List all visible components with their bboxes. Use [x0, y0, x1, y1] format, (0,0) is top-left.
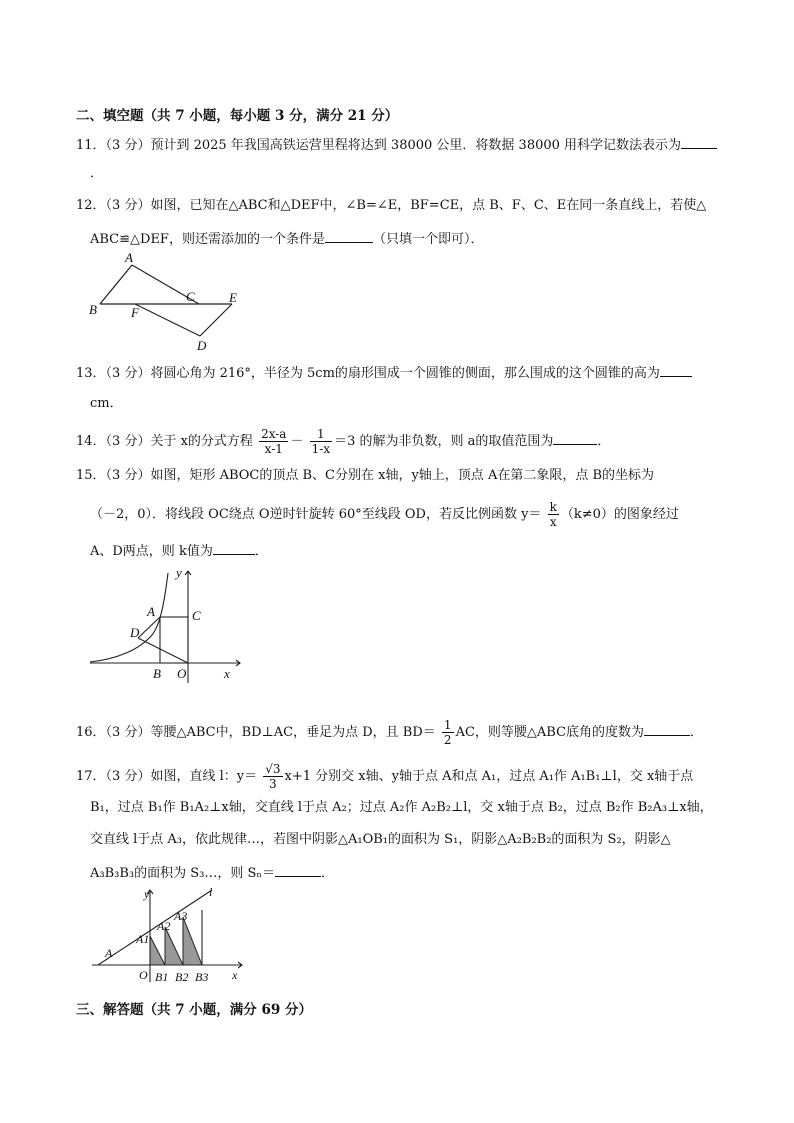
question-11: 11．（3 分）预计到 2025 年我国高铁运营里程将达到 38000 公里．将数据 38000 用科学记数法表示为 [76, 134, 734, 156]
question-16: 16．（3 分）等腰△ABC中，BD⊥AC，垂足为点 D，且 BD＝ $\frac{1}{2}$ AC，则等腰△ABC底角的度数为 ． [76, 718, 704, 747]
answer-blank-11[interactable] [681, 134, 717, 149]
label-f: F [131, 305, 139, 320]
question-12-line2: ABC≌△DEF，则还需添加的一个条件是 （只填一个即可）． [90, 228, 734, 250]
label-a: A [147, 604, 155, 619]
fraction-sqrt3-3: $\frac{√3}{3}$ [265, 762, 281, 791]
label-b: B [153, 666, 161, 681]
label-y: y [176, 565, 182, 580]
label-y: y [144, 887, 150, 901]
answer-blank-15[interactable] [213, 540, 255, 555]
question-17-line4: A₃B₃B₃的面积为 S₃…，则 Sₙ＝ ． [90, 862, 734, 884]
figure-q12 [86, 250, 246, 354]
fraction-kx: $\frac{k}{x}$ [549, 500, 557, 529]
label-b1: B1 [155, 970, 169, 984]
question-17-line2: B₁，过点 B₁作 B₁A₂⊥x轴，交直线 l于点 A₂；过点 A₂作 A₂B₂⊥l，交 x轴于点 B₂，过点 B₂作 B₂A₃⊥x轴， [90, 800, 713, 815]
question-11-end: ． [90, 166, 104, 181]
section-3-heading: 三、解答题（共 7 小题，满分 69 分） [76, 1002, 312, 1018]
answer-blank-12[interactable] [325, 228, 373, 243]
label-d: D [130, 625, 140, 640]
label-e: E [229, 290, 237, 305]
question-13: 13．（3 分）将圆心角为 216°，半径为 5cm的扇形围成一个圆锥的侧面，那么围成的这个圆锥的高为 [76, 362, 734, 384]
section-2-heading: 二、填空题（共 7 小题，每小题 3 分，满分 21 分） [76, 108, 399, 124]
question-15-line3: A、D两点，则 k值为 ． [90, 540, 734, 562]
label-o: O [139, 968, 148, 982]
answer-blank-14[interactable] [553, 430, 597, 445]
segment-ba [100, 265, 132, 304]
answer-blank-13[interactable] [660, 362, 692, 377]
label-a: A [125, 250, 133, 265]
label-x: x [224, 666, 230, 681]
hyperbola-branch [90, 573, 168, 662]
question-17-line3: 交直线 l于点 A₃，依此规律…，若图中阴影△A₁OB₁的面积为 S₁，阴影△A₂B₂B₂的面积为 S₂，阴影△ [90, 832, 671, 847]
answer-blank-17[interactable] [275, 862, 321, 877]
shaded-triangle-3 [183, 917, 202, 965]
label-a: A [105, 946, 113, 960]
label-d: D [197, 338, 207, 353]
segment-fd [135, 304, 200, 336]
figure-q17 [92, 886, 252, 986]
label-c: C [186, 289, 195, 304]
label-l: l [209, 886, 213, 899]
question-14: 14．（3 分）关于 x的分式方程 $\frac{2x-a}{x-1}$ － $\frac{1}{1-x}$ ＝3 的解为非负数，则 a的取值范围为 ． [76, 427, 611, 456]
answer-blank-16[interactable] [644, 721, 690, 736]
label-a2: A2 [157, 919, 171, 933]
label-x: x [232, 968, 238, 982]
question-17: 17．（3 分）如图，直线 l：y＝ $\frac{√3}{3}$ x+1 分别交 x轴、y轴于点 A和点 A₁，过点 A₁作 A₁B₁⊥l，交 x轴于点 [76, 762, 694, 791]
label-o: O [177, 666, 187, 681]
fraction-2: $\frac{1}{1-x}$ [311, 427, 331, 456]
question-12: 12．（3 分）如图，已知在△ABC和△DEF中，∠B=∠E，BF=CE，点 B、F、C、E在同一条直线上，若使△ [76, 198, 707, 213]
question-15-line2: （－2，0）．将线段 OC绕点 O逆时针旋转 60°至线段 OD，若反比例函数 y＝ $\frac{k}{x}$ （k≠0）的图象经过 [90, 500, 679, 529]
figure-q15 [90, 565, 250, 685]
label-b3: B3 [195, 970, 209, 984]
label-b: B [89, 302, 97, 317]
fraction-half: $\frac{1}{2}$ [443, 718, 452, 747]
label-b2: B2 [175, 970, 189, 984]
label-a1: A1 [136, 932, 150, 946]
label-c: C [192, 608, 201, 623]
question-13-unit: cm． [90, 396, 123, 411]
label-a3: A3 [174, 909, 188, 923]
shaded-triangle-1 [150, 936, 165, 965]
segment-de [200, 304, 232, 336]
question-15: 15．（3 分）如图，矩形 ABOC的顶点 B、C分别在 x轴，y轴上，顶点 A在第二象限，点 B的坐标为 [76, 468, 655, 483]
fraction-1: $\frac{2x-a}{x-1}$ [261, 427, 287, 456]
